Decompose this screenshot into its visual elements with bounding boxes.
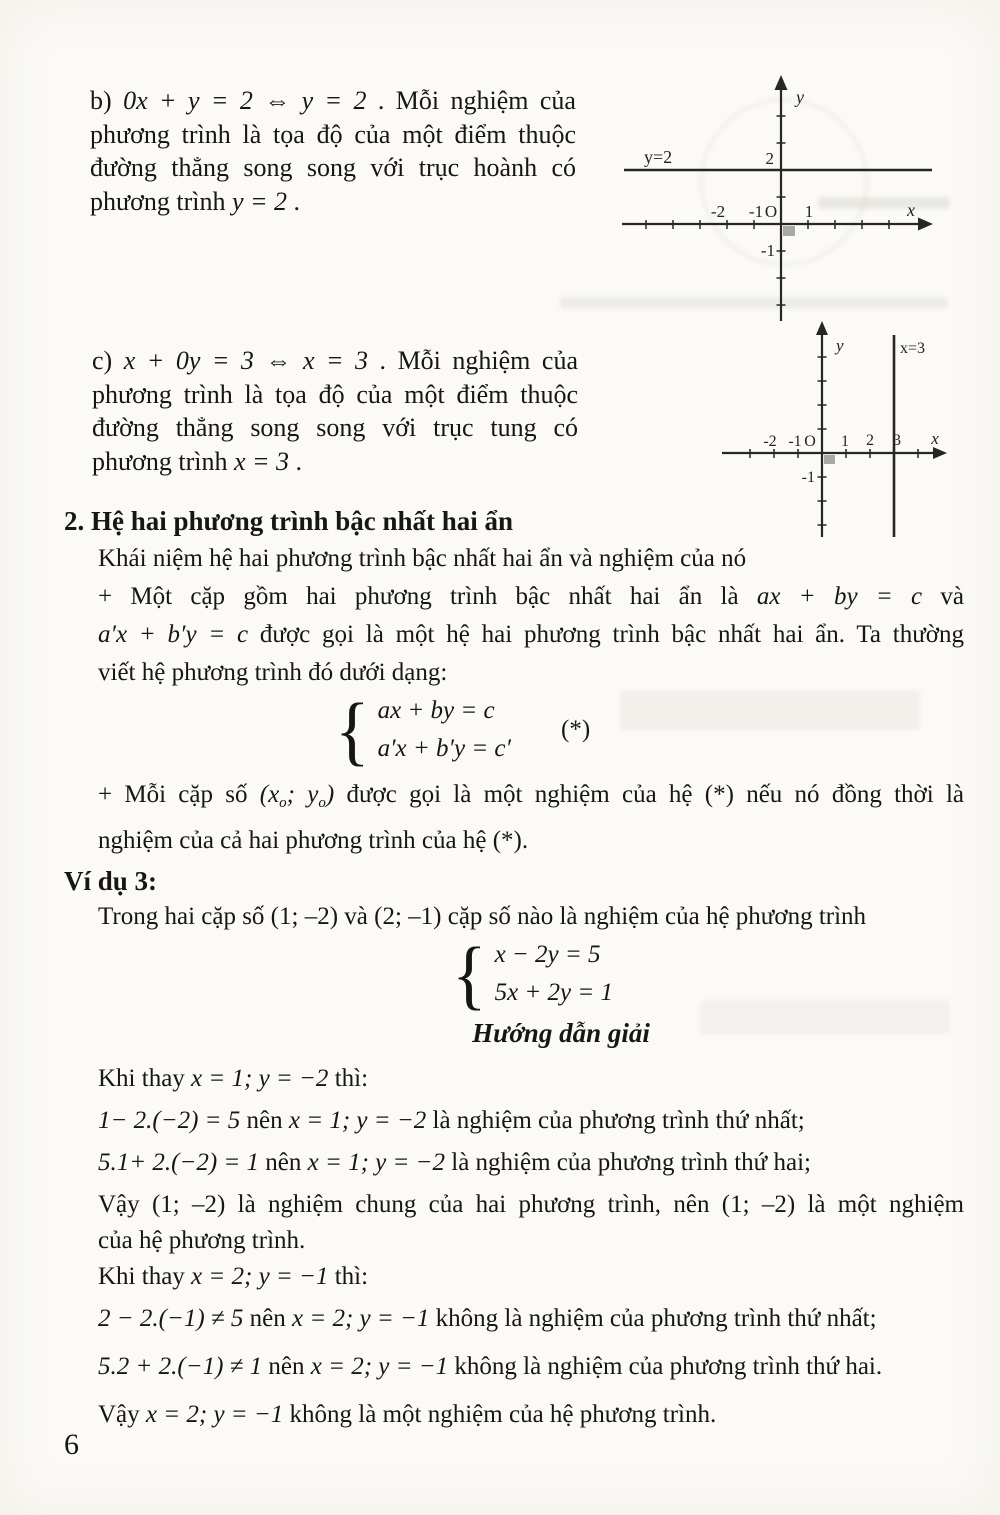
equation-system-star [335, 686, 964, 774]
text-line: Trong hai cặp số (1; –2) và (2; –1) cặp số nào là nghiệm của hệ phương trình [98, 902, 867, 930]
y-axis-arrow-icon [775, 75, 788, 90]
solution-heading: Hướng dẫn giải [472, 1017, 650, 1048]
text-line: a′x + b′y = c được gọi là một hệ hai phương trình bậc nhất hai ẩn. Ta thường [98, 621, 964, 648]
tick-label: 2 [765, 149, 774, 168]
axis-label-x: x [931, 429, 939, 448]
system-line: x − 2y = 5 [494, 940, 601, 968]
y-axis-arrow-icon [816, 321, 828, 335]
x-axis-arrow-icon [933, 447, 947, 459]
text-line: Vậy (1; –2) là nghiệm chung của hai phương trình, nên (1; –2) là một nghiệm [98, 1190, 964, 1218]
tick-label: 2 [866, 432, 874, 449]
tick-label: -1 [760, 241, 775, 260]
system-lines [378, 692, 511, 768]
text-line: Khi thay x = 2; y = −1 thì: [98, 1262, 369, 1290]
axis-label-y: y [836, 336, 844, 355]
paragraph-b [90, 84, 576, 218]
system-tag: (*) [561, 716, 591, 743]
tick-label: 3 [893, 432, 901, 449]
text-line: phương trình là tọa độ của một điểm thuộc [90, 119, 576, 149]
tick-label: -2 [763, 433, 777, 450]
axis-label-x: x [907, 200, 915, 220]
text-line: đường thẳng song song với trục tung có [92, 413, 578, 442]
text-line: viết hệ phương trình đó dưới dạng: [98, 659, 448, 686]
text-line: 2 − 2.(−1) ≠ 5 nên x = 2; y = −1 không là nghiệm của phương trình thứ nhất; [98, 1304, 877, 1332]
system-line: 5x + 2y = 1 [494, 978, 613, 1006]
text-line: Khái niệm hệ hai phương trình bậc nhất hai ẩn và nghiệm của nó [98, 545, 747, 572]
text-line: phương trình là tọa độ của một điểm thuộc [92, 379, 578, 409]
axis-label-y: y [796, 87, 804, 107]
origin-square [783, 226, 795, 236]
equation-system-example [452, 930, 964, 1017]
tick-label: 1 [804, 202, 814, 221]
paragraph-c [92, 344, 578, 478]
left-brace: { [452, 930, 487, 1017]
system-lines [495, 936, 613, 1012]
text-line: Khi thay x = 1; y = −2 thì: [98, 1064, 369, 1092]
line-label: x=3 [900, 340, 926, 357]
text-line: 5.2 + 2.(−1) ≠ 1 nên x = 2; y = −1 không là nghiệm của phương trình thứ hai. [98, 1352, 883, 1380]
text-line: đường thẳng song song với trục hoành có [90, 153, 576, 182]
text-line: + Một cặp gồm hai phương trình bậc nhất hai ẩn là ax + by = c và [98, 583, 964, 610]
graph-y-equals-2 [618, 73, 940, 325]
origin-label: O [764, 202, 778, 221]
left-brace: { [335, 686, 370, 774]
x-axis-arrow-icon [918, 218, 933, 231]
tick-label: -1 [801, 469, 815, 486]
text-line: phương trình y = 2 . [90, 186, 301, 216]
text-line: Vậy x = 2; y = −1 không là một nghiệm của hệ phương trình. [98, 1400, 717, 1428]
text-line: 5.1+ 2.(−2) = 1 nên x = 1; y = −2 là nghiệm của phương trình thứ hai; [98, 1148, 811, 1176]
page-number: 6 [64, 1428, 79, 1461]
text-line: nghiệm của cả hai phương trình của hệ (*). [98, 826, 529, 854]
text-line: b) 0x + y = 2 ⇔ y = 2 . Mỗi nghiệm của [90, 86, 576, 115]
tick-label: -1 [788, 433, 802, 450]
origin-label: O [804, 433, 816, 450]
origin-square [824, 455, 835, 464]
tick-label: 1 [841, 433, 849, 450]
text-line: c) x + 0y = 3 ⇔ x = 3 . Mỗi nghiệm của [92, 346, 578, 375]
text-line: phương trình x = 3 . [92, 446, 303, 476]
main-content [62, 503, 964, 1433]
example-heading: Ví dụ 3: [64, 865, 158, 896]
line-label: y=2 [644, 147, 673, 167]
system-line: ax + by = c [377, 697, 495, 724]
text-line: 1− 2.(−2) = 5 nên x = 1; y = −2 là nghiệm của phương trình thứ nhất; [98, 1106, 805, 1134]
tick-label: -1 [748, 202, 764, 221]
tick-label: -2 [710, 202, 726, 221]
section-heading: 2. Hệ hai phương trình bậc nhất hai ẩn [64, 506, 514, 536]
system-line: a′x + b′y = c′ [377, 735, 511, 762]
text-line: của hệ phương trình. [98, 1226, 306, 1254]
text-line: + Mỗi cặp số (xo; yo) được gọi là một nghiệm của hệ (*) nếu nó đồng thời là [98, 781, 964, 811]
